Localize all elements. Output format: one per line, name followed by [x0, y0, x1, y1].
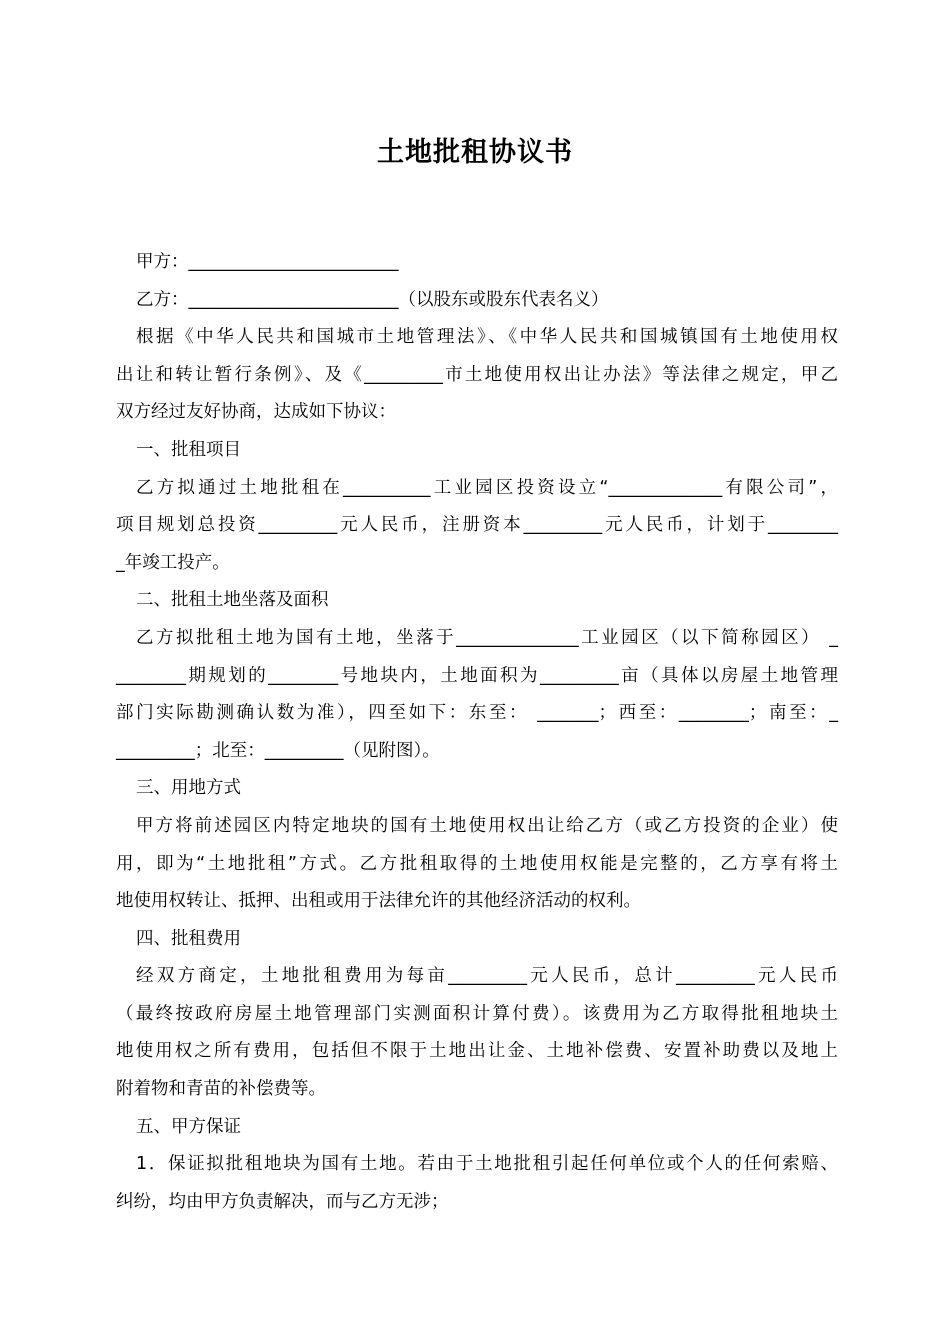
- section-1-line-2: 项目规划总投资_________元人民币，注册资本_________元人民币，计划于________: [116, 515, 838, 536]
- preamble-line-2: 出让和转让暂行条例》、及《_________市土地使用权出让办法》等法律之规定，甲乙: [116, 364, 838, 385]
- section-4-line-1: 经双方商定，土地批租费用为每亩_________元人民币，总计_________元人民币: [136, 966, 838, 987]
- party-b-line: 乙方：________________________（以股东或股东代表名义）: [136, 289, 609, 310]
- section-heading-3: 三、用地方式: [136, 778, 241, 799]
- section-3-line-2: 用，即为“土地批租”方式。乙方批租取得的土地使用权能是完整的，乙方享有将土: [116, 853, 838, 874]
- section-3-line-3: 地使用权转让、抵押、出租或用于法律允许的其他经济活动的权利。: [116, 891, 641, 912]
- document-title: 土地批租协议书: [377, 137, 573, 168]
- section-heading-4: 四、批租费用: [136, 928, 241, 949]
- section-2-line-2: ________期规划的________号地块内，土地面积为_________亩（具体以房屋土地管理: [116, 665, 838, 686]
- section-4-line-4: 附着物和青苗的补偿费等。: [116, 1079, 326, 1100]
- section-heading-1: 一、批租项目: [136, 439, 241, 460]
- section-1-line-1: 乙方拟通过土地批租在__________工业园区投资设立“_____________有限公司”，: [136, 477, 838, 498]
- document-body: [116, 244, 838, 1221]
- section-2-line-3: 部门实际勘测确认数为准），四至如下：东至： _______；西至：________；南至：_: [116, 703, 838, 724]
- section-5-line-1: 1．保证拟批租地块为国有土地。若由于土地批租引起任何单位或个人的任何索赔、: [136, 1154, 838, 1175]
- section-heading-5: 五、甲方保证: [136, 1116, 241, 1137]
- section-1-line-3: _年竣工投产。: [116, 552, 230, 573]
- section-3-line-1: 甲方将前述园区内特定地块的国有土地使用权出让给乙方（或乙方投资的企业）使: [136, 815, 838, 836]
- section-5-line-2: 纠纷，均由甲方负责解决，而与乙方无涉；: [116, 1191, 449, 1212]
- party-a-line: 甲方：________________________: [136, 252, 399, 272]
- section-heading-2: 二、批租土地坐落及面积: [136, 590, 329, 611]
- preamble-line-3: 双方经过友好协商，达成如下协议：: [116, 402, 396, 423]
- section-2-line-4: _________；北至：_________（见附图）。: [116, 740, 440, 761]
- section-4-line-2: （最终按政府房屋土地管理部门实测面积计算付费）。该费用为乙方取得批租地块土: [116, 1003, 838, 1024]
- section-4-line-3: 地使用权之所有费用，包括但不限于土地出让金、土地补偿费、安置补助费以及地上: [116, 1041, 838, 1062]
- section-2-line-1: 乙方拟批租土地为国有土地，坐落于______________工业园区（以下简称园区） _: [136, 627, 838, 648]
- preamble-line-1: 根据《中华人民共和国城市土地管理法》、《中华人民共和国城镇国有土地使用权: [136, 327, 838, 348]
